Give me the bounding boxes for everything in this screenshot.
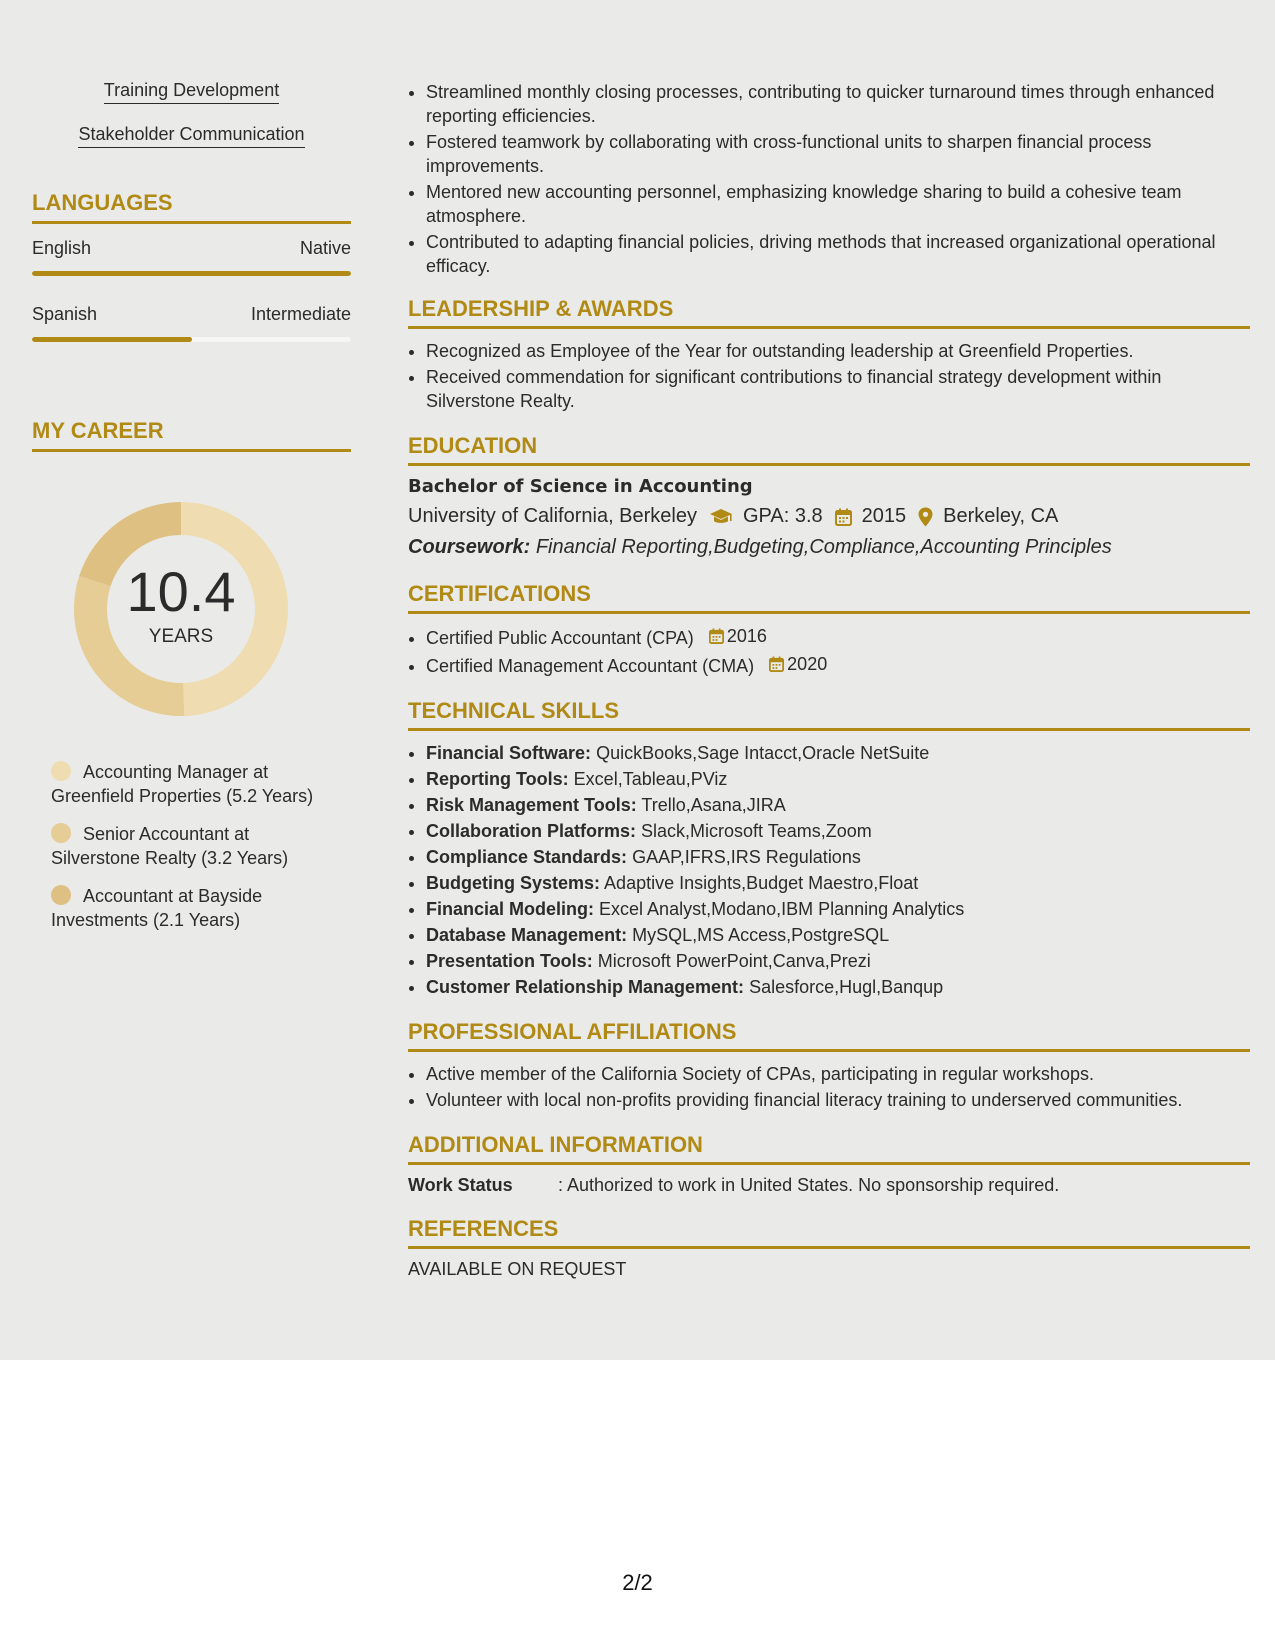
- language-item: [32, 304, 351, 342]
- skill-category: Collaboration Platforms:: [426, 821, 637, 841]
- language-bar-fill: [32, 337, 192, 342]
- list-item: • Mentored new accounting personnel, emphasizing knowledge sharing to build a cohesive team atmosphere.: [426, 180, 1250, 228]
- skill-category: Financial Modeling:: [426, 899, 595, 919]
- list-item: • Volunteer with local non-profits providing financial literacy training to underserved communities.: [426, 1088, 1250, 1112]
- work-status-label: Work Status: [408, 1175, 513, 1195]
- legend-dot-icon: [51, 885, 71, 905]
- language-bar: [32, 337, 351, 342]
- skill-category: Budgeting Systems:: [426, 873, 601, 893]
- calendar-icon: [709, 628, 724, 644]
- skill-values: MySQL,MS Access,PostgreSQL: [632, 925, 890, 945]
- skill-values: Microsoft PowerPoint,Canva,Prezi: [597, 951, 871, 971]
- career-legend: [51, 760, 351, 932]
- list-item: • Fostered teamwork by collaborating with cross-functional units to sharpen financial process improvements.: [426, 130, 1250, 178]
- list-item: • Contributed to adapting financial policies, driving methods that increased organizational operational efficacy.: [426, 230, 1250, 278]
- certification-year: 2016: [726, 626, 767, 646]
- references-text: AVAILABLE ON REQUEST: [408, 1259, 627, 1279]
- certifications-list: [408, 624, 1250, 678]
- list-item: [426, 767, 1250, 791]
- skill-values: Trello,Asana,JIRA: [641, 795, 786, 815]
- list-item: • Received commendation for significant contributions to financial strategy development within Silverstone Realty.: [426, 365, 1250, 413]
- education-details: [408, 505, 1250, 528]
- education-school: University of California, Berkeley: [408, 505, 697, 527]
- list-item: [426, 975, 1250, 999]
- education-coursework: [408, 536, 1250, 559]
- skill-category: Compliance Standards:: [426, 847, 628, 867]
- certification-name: Certified Public Accountant (CPA): [426, 628, 694, 648]
- language-level: Native: [299, 238, 351, 258]
- language-name: Spanish: [32, 304, 98, 324]
- career-unit: YEARS: [148, 626, 214, 647]
- location-pin-icon: [918, 507, 933, 527]
- career-legend-item: [51, 822, 341, 870]
- list-item: [426, 741, 1250, 765]
- skill-values: Slack,Microsoft Teams,Zoom: [641, 821, 872, 841]
- list-item: [426, 624, 1250, 650]
- skill-category: Risk Management Tools:: [426, 795, 637, 815]
- affiliations-heading: PROFESSIONAL AFFILIATIONS: [408, 1019, 1250, 1052]
- language-bar: [32, 271, 351, 276]
- list-item: [426, 819, 1250, 843]
- calendar-icon: [769, 656, 784, 672]
- list-item: [426, 949, 1250, 973]
- language-name: English: [32, 238, 92, 258]
- left-column: [32, 80, 351, 946]
- education-year: 2015: [861, 505, 907, 527]
- technical-skills-list: [408, 741, 1250, 999]
- career-legend-item: [51, 884, 341, 932]
- skill-values: GAAP,IFRS,IRS Regulations: [632, 847, 861, 867]
- graduation-cap-icon: [709, 508, 733, 526]
- career-label: Senior Accountant at Silverstone Realty (3.2 Years): [51, 824, 289, 868]
- skill-values: Salesforce,Hugl,Banqup: [749, 977, 944, 997]
- education-degree: Bachelor of Science in Accounting: [408, 476, 753, 497]
- career-heading: MY CAREER: [32, 418, 351, 452]
- list-item: • Streamlined monthly closing processes, contributing to quicker turnaround times through enhanced reporting efficiencies.: [426, 80, 1250, 128]
- certification-year: 2020: [787, 654, 828, 674]
- language-level: Intermediate: [250, 304, 351, 324]
- languages-heading: LANGUAGES: [32, 190, 351, 224]
- career-label: Accountant at Bayside Investments (2.1 Years): [51, 886, 263, 930]
- skill-category: Financial Software:: [426, 743, 592, 763]
- skill-category: Reporting Tools:: [426, 769, 569, 789]
- calendar-icon: [835, 508, 852, 526]
- coursework-value: Financial Reporting,Budgeting,Compliance,Accounting Principles: [535, 536, 1112, 558]
- skill-values: Adaptive Insights,Budget Maestro,Float: [604, 873, 919, 893]
- coursework-label: Coursework:: [408, 536, 531, 558]
- leadership-list: [408, 339, 1250, 413]
- affiliations-list: [408, 1062, 1250, 1112]
- page-number: 2/2: [622, 1570, 653, 1595]
- right-column: [408, 80, 1250, 1280]
- references-heading: REFERENCES: [408, 1216, 1250, 1249]
- certification-name: Certified Management Accountant (CMA): [426, 656, 755, 676]
- language-bar-fill: [32, 271, 351, 276]
- list-item: [426, 845, 1250, 869]
- work-status-row: [408, 1175, 1250, 1196]
- list-item: [426, 793, 1250, 817]
- career-label: Accounting Manager at Greenfield Properties (5.2 Years): [51, 762, 314, 806]
- career-total: 10.4: [126, 560, 236, 623]
- skill-link[interactable]: Stakeholder Communication: [78, 124, 304, 148]
- skill-category: Database Management:: [426, 925, 628, 945]
- list-item: [426, 871, 1250, 895]
- additional-info-heading: ADDITIONAL INFORMATION: [408, 1132, 1250, 1165]
- leadership-heading: LEADERSHIP & AWARDS: [408, 296, 1250, 329]
- education-heading: EDUCATION: [408, 433, 1250, 466]
- legend-dot-icon: [51, 761, 71, 781]
- technical-skills-heading: TECHNICAL SKILLS: [408, 698, 1250, 731]
- education-location: Berkeley, CA: [943, 505, 1059, 527]
- legend-dot-icon: [51, 823, 71, 843]
- language-item: [32, 238, 351, 276]
- list-item: [426, 652, 1250, 678]
- experience-bullets: [408, 80, 1250, 278]
- skill-values: Excel Analyst,Modano,IBM Planning Analytics: [599, 899, 965, 919]
- education-gpa: GPA: 3.8: [743, 505, 823, 527]
- skill-values: QuickBooks,Sage Intacct,Oracle NetSuite: [596, 743, 930, 763]
- list-item: [426, 923, 1250, 947]
- list-item: • Active member of the California Society of CPAs, participating in regular workshops.: [426, 1062, 1250, 1086]
- career-donut: [66, 494, 296, 724]
- list-item: [426, 897, 1250, 921]
- skill-link[interactable]: Training Development: [104, 80, 279, 104]
- list-item: • Recognized as Employee of the Year for outstanding leadership at Greenfield Properties.: [426, 339, 1250, 363]
- skill-category: Presentation Tools:: [426, 951, 593, 971]
- skill-values: Excel,Tableau,PViz: [573, 769, 728, 789]
- skill-category: Customer Relationship Management:: [426, 977, 745, 997]
- career-legend-item: [51, 760, 341, 808]
- work-status-value: : Authorized to work in United States. No sponsorship required.: [558, 1175, 1060, 1195]
- certifications-heading: CERTIFICATIONS: [408, 581, 1250, 614]
